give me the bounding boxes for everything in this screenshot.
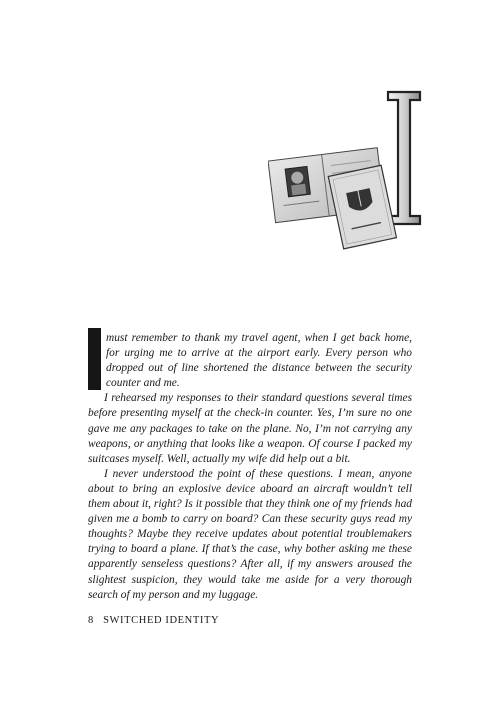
paragraph: I never understood the point of these questions. I mean, anyone about to bring an explosive device aboard an aircraft wouldn’t tell them about it, right? Is it possible that they think one of my friends had given me a bomb to carry on board? Can these security guys read my thoughts? Maybe they receive updates about potential troublemakers trying to board a plane. If that’s the case, why bother asking me these apparently senseless questions? After all, if my answers aroused the slightest suspicion, they would take me aside for a very thorough search of my person and my luggage. [88,467,412,601]
paragraph: I rehearsed my responses to their standard questions several times before presenting myself at the check-in counter. Yes, I’m sure no one gave me any packages to take on the plane. No, I’m not carrying any weapons, or anything that looks like a weapon. Of course I packed my suitcases myself. Well, actually my wife did help out a bit. [88,392,412,465]
running-title: SWITCHED IDENTITY [103,615,220,626]
passport-illustration [268,140,398,250]
page-footer [88,615,219,626]
paragraph: must remember to thank my travel agent, when I get back home, for urging me to arrive at the airport early. Every person who dropped out of line shortened the distance between the security counter and me. [106,332,412,390]
body-text [88,331,412,603]
page-number: 8 [88,615,94,626]
